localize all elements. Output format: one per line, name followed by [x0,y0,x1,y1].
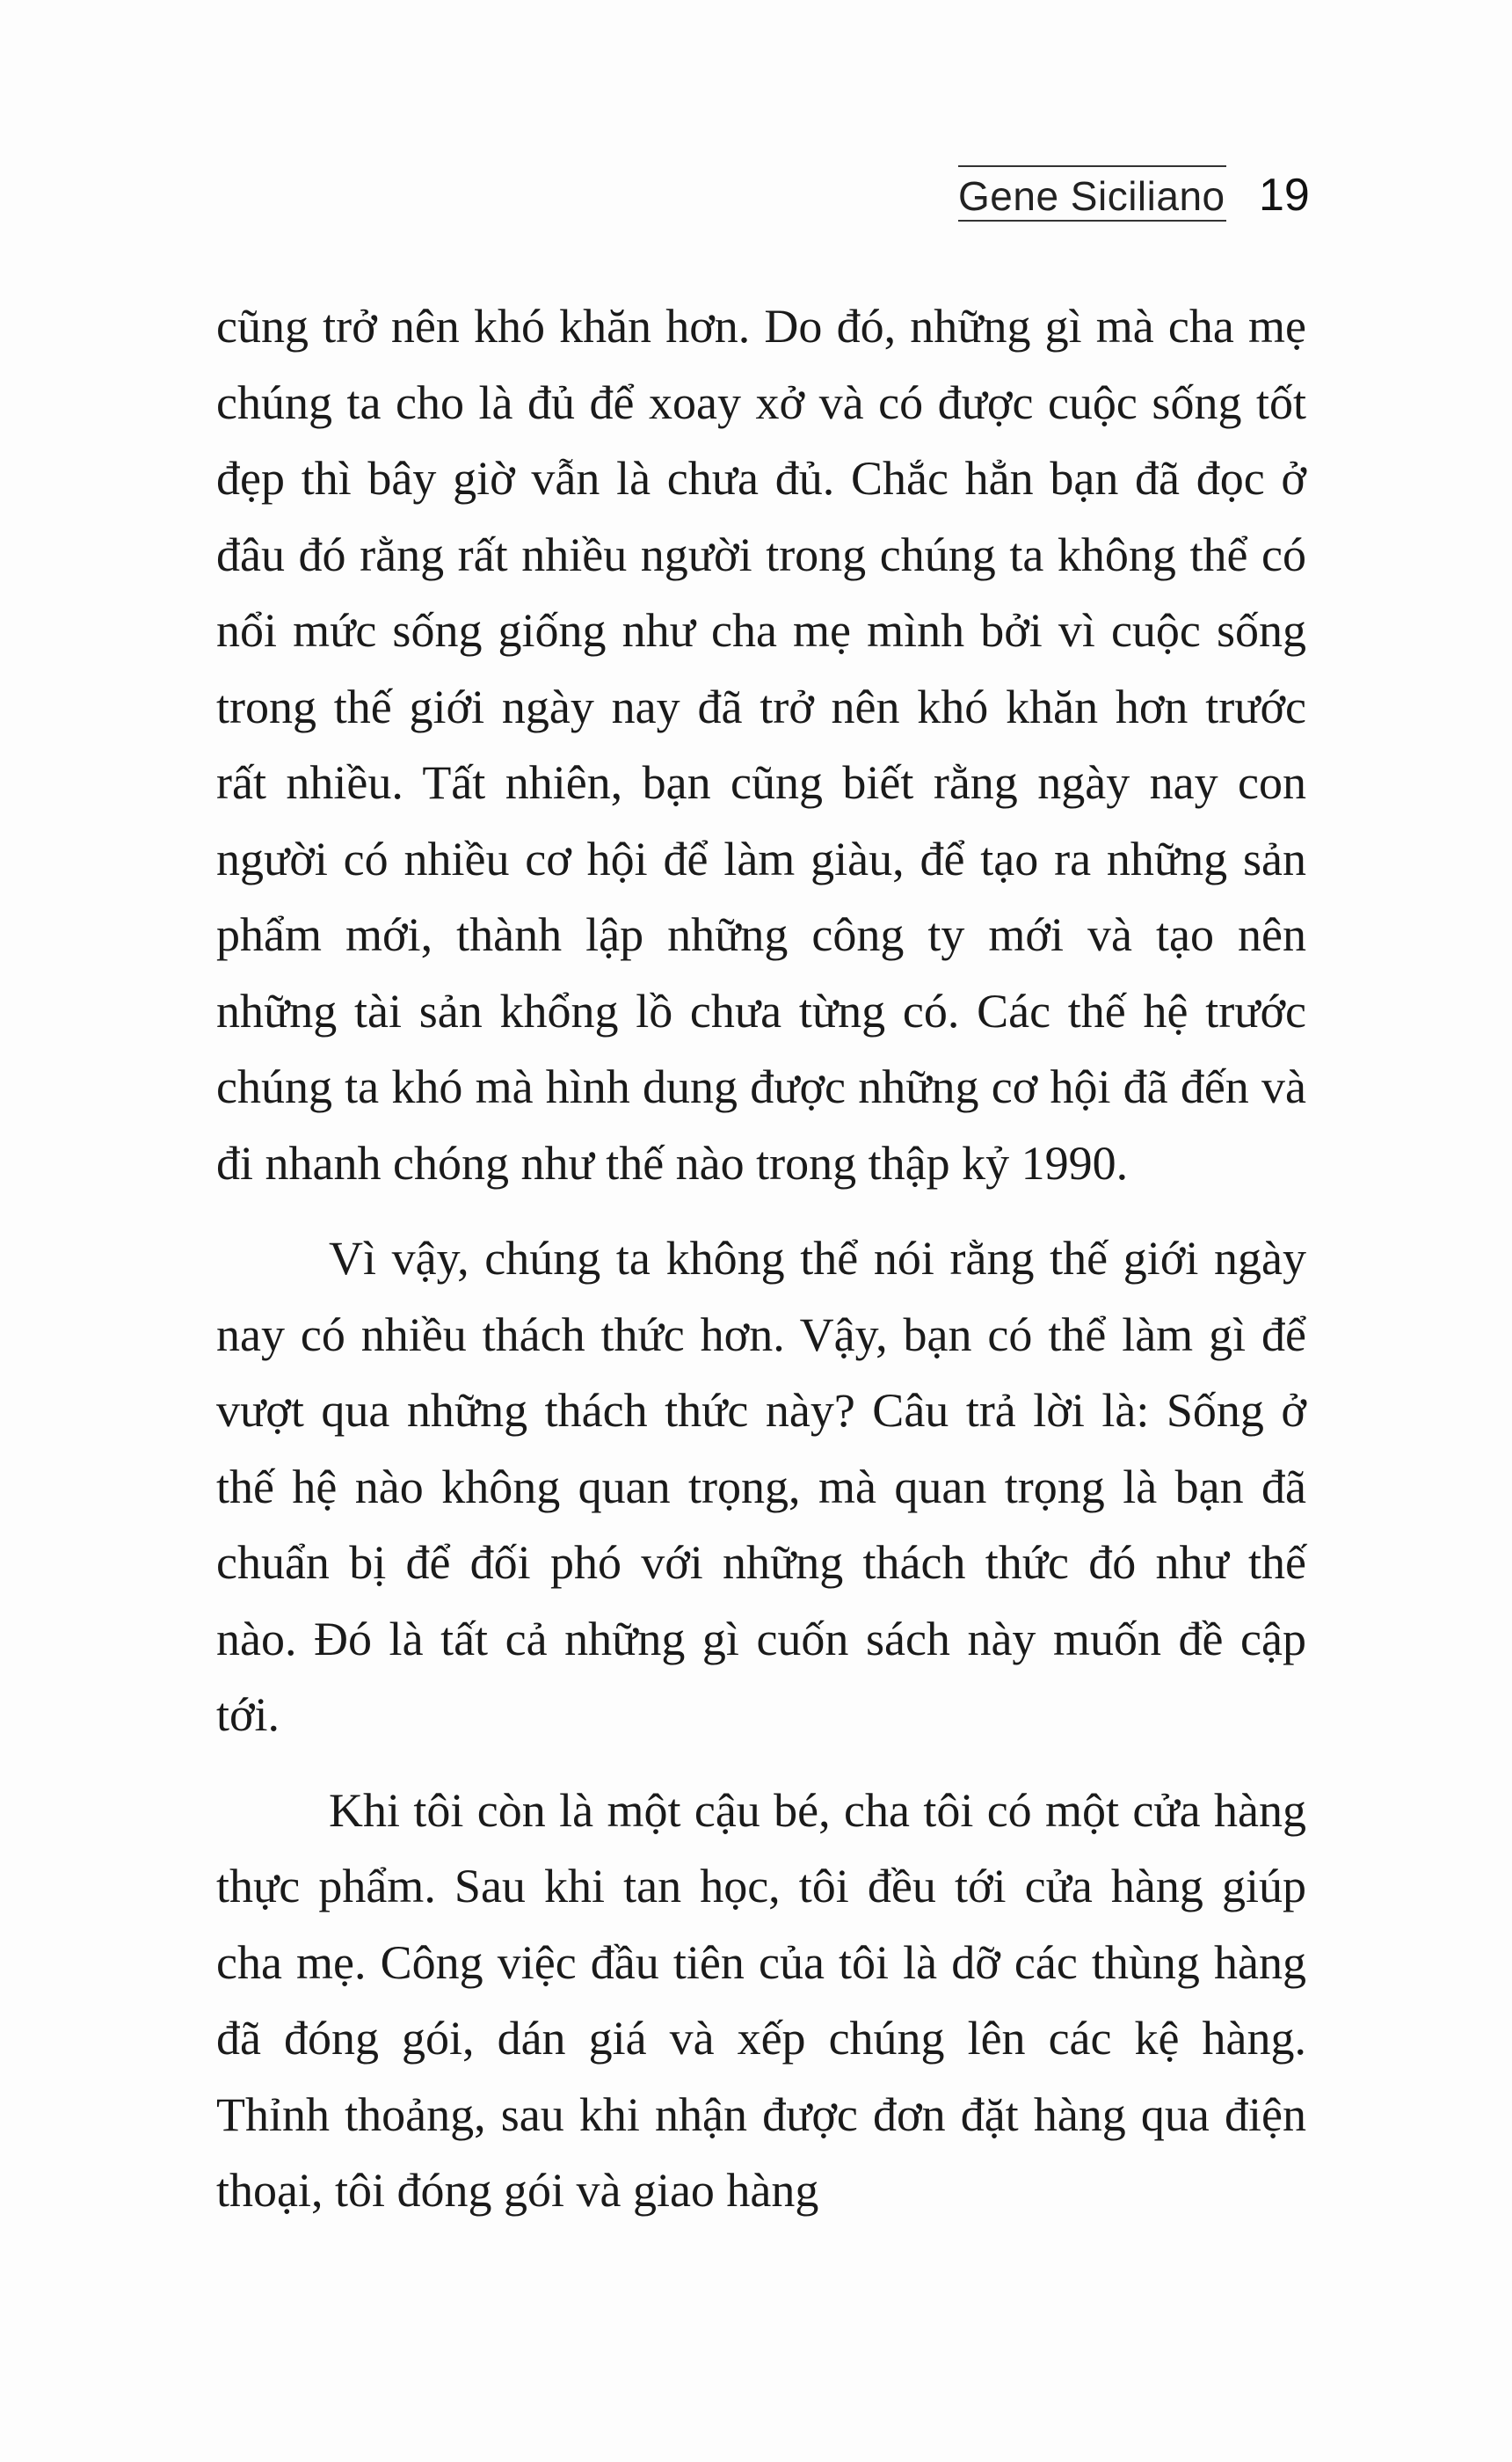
paragraph-1: cũng trở nên khó khăn hơn. Do đó, những gì mà cha mẹ chúng ta cho là đủ để xoay xở và có được cuộc sống tốt đẹp thì bây giờ vẫn là chưa đủ. Chắc hẳn bạn đã đọc ở đâu đó rằng rất nhiều người trong chúng ta không thể có nổi mức sống giống như cha mẹ mình bởi vì cuộc sống trong thế giới ngày nay đã trở nên khó khăn hơn trước rất nhiều. Tất nhiên, bạn cũng biết rằng ngày nay con người có nhiều cơ hội để làm giàu, để tạo ra những sản phẩm mới, thành lập những công ty mới và tạo nên những tài sản khổng lồ chưa từng có. Các thế hệ trước chúng ta khó mà hình dung được những cơ hội đã đến và đi nhanh chóng như thế nào trong thập kỷ 1990. [216,300,1306,1190]
header-rule-top [958,165,1226,167]
header-rule-bottom [958,220,1226,222]
body-text [216,288,1306,2229]
header-author: Gene Siciliano [958,173,1225,219]
paragraph-3: Khi tôi còn là một cậu bé, cha tôi có một cửa hàng thực phẩm. Sau khi tan học, tôi đều tới cửa hàng giúp cha mẹ. Công việc đầu tiên của tôi là dỡ các thùng hàng đã đóng gói, dán giá và xếp chúng lên các kệ hàng. Thỉnh thoảng, sau khi nhận được đơn đặt hàng qua điện thoại, tôi đóng gói và giao hàng [216,1783,1306,2217]
page-number: 19 [1259,170,1310,221]
paragraph-2: Vì vậy, chúng ta không thể nói rằng thế giới ngày nay có nhiều thách thức hơn. Vậy, bạn có thể làm gì để vượt qua những thách thức này? Câu trả lời là: Sống ở thế hệ nào không quan trọng, mà quan trọng là bạn đã chuẩn bị để đối phó với những thách thức đó như thế nào. Đó là tất cả những gì cuốn sách này muốn đề cập tới. [216,1232,1306,1741]
running-header [958,165,1310,236]
